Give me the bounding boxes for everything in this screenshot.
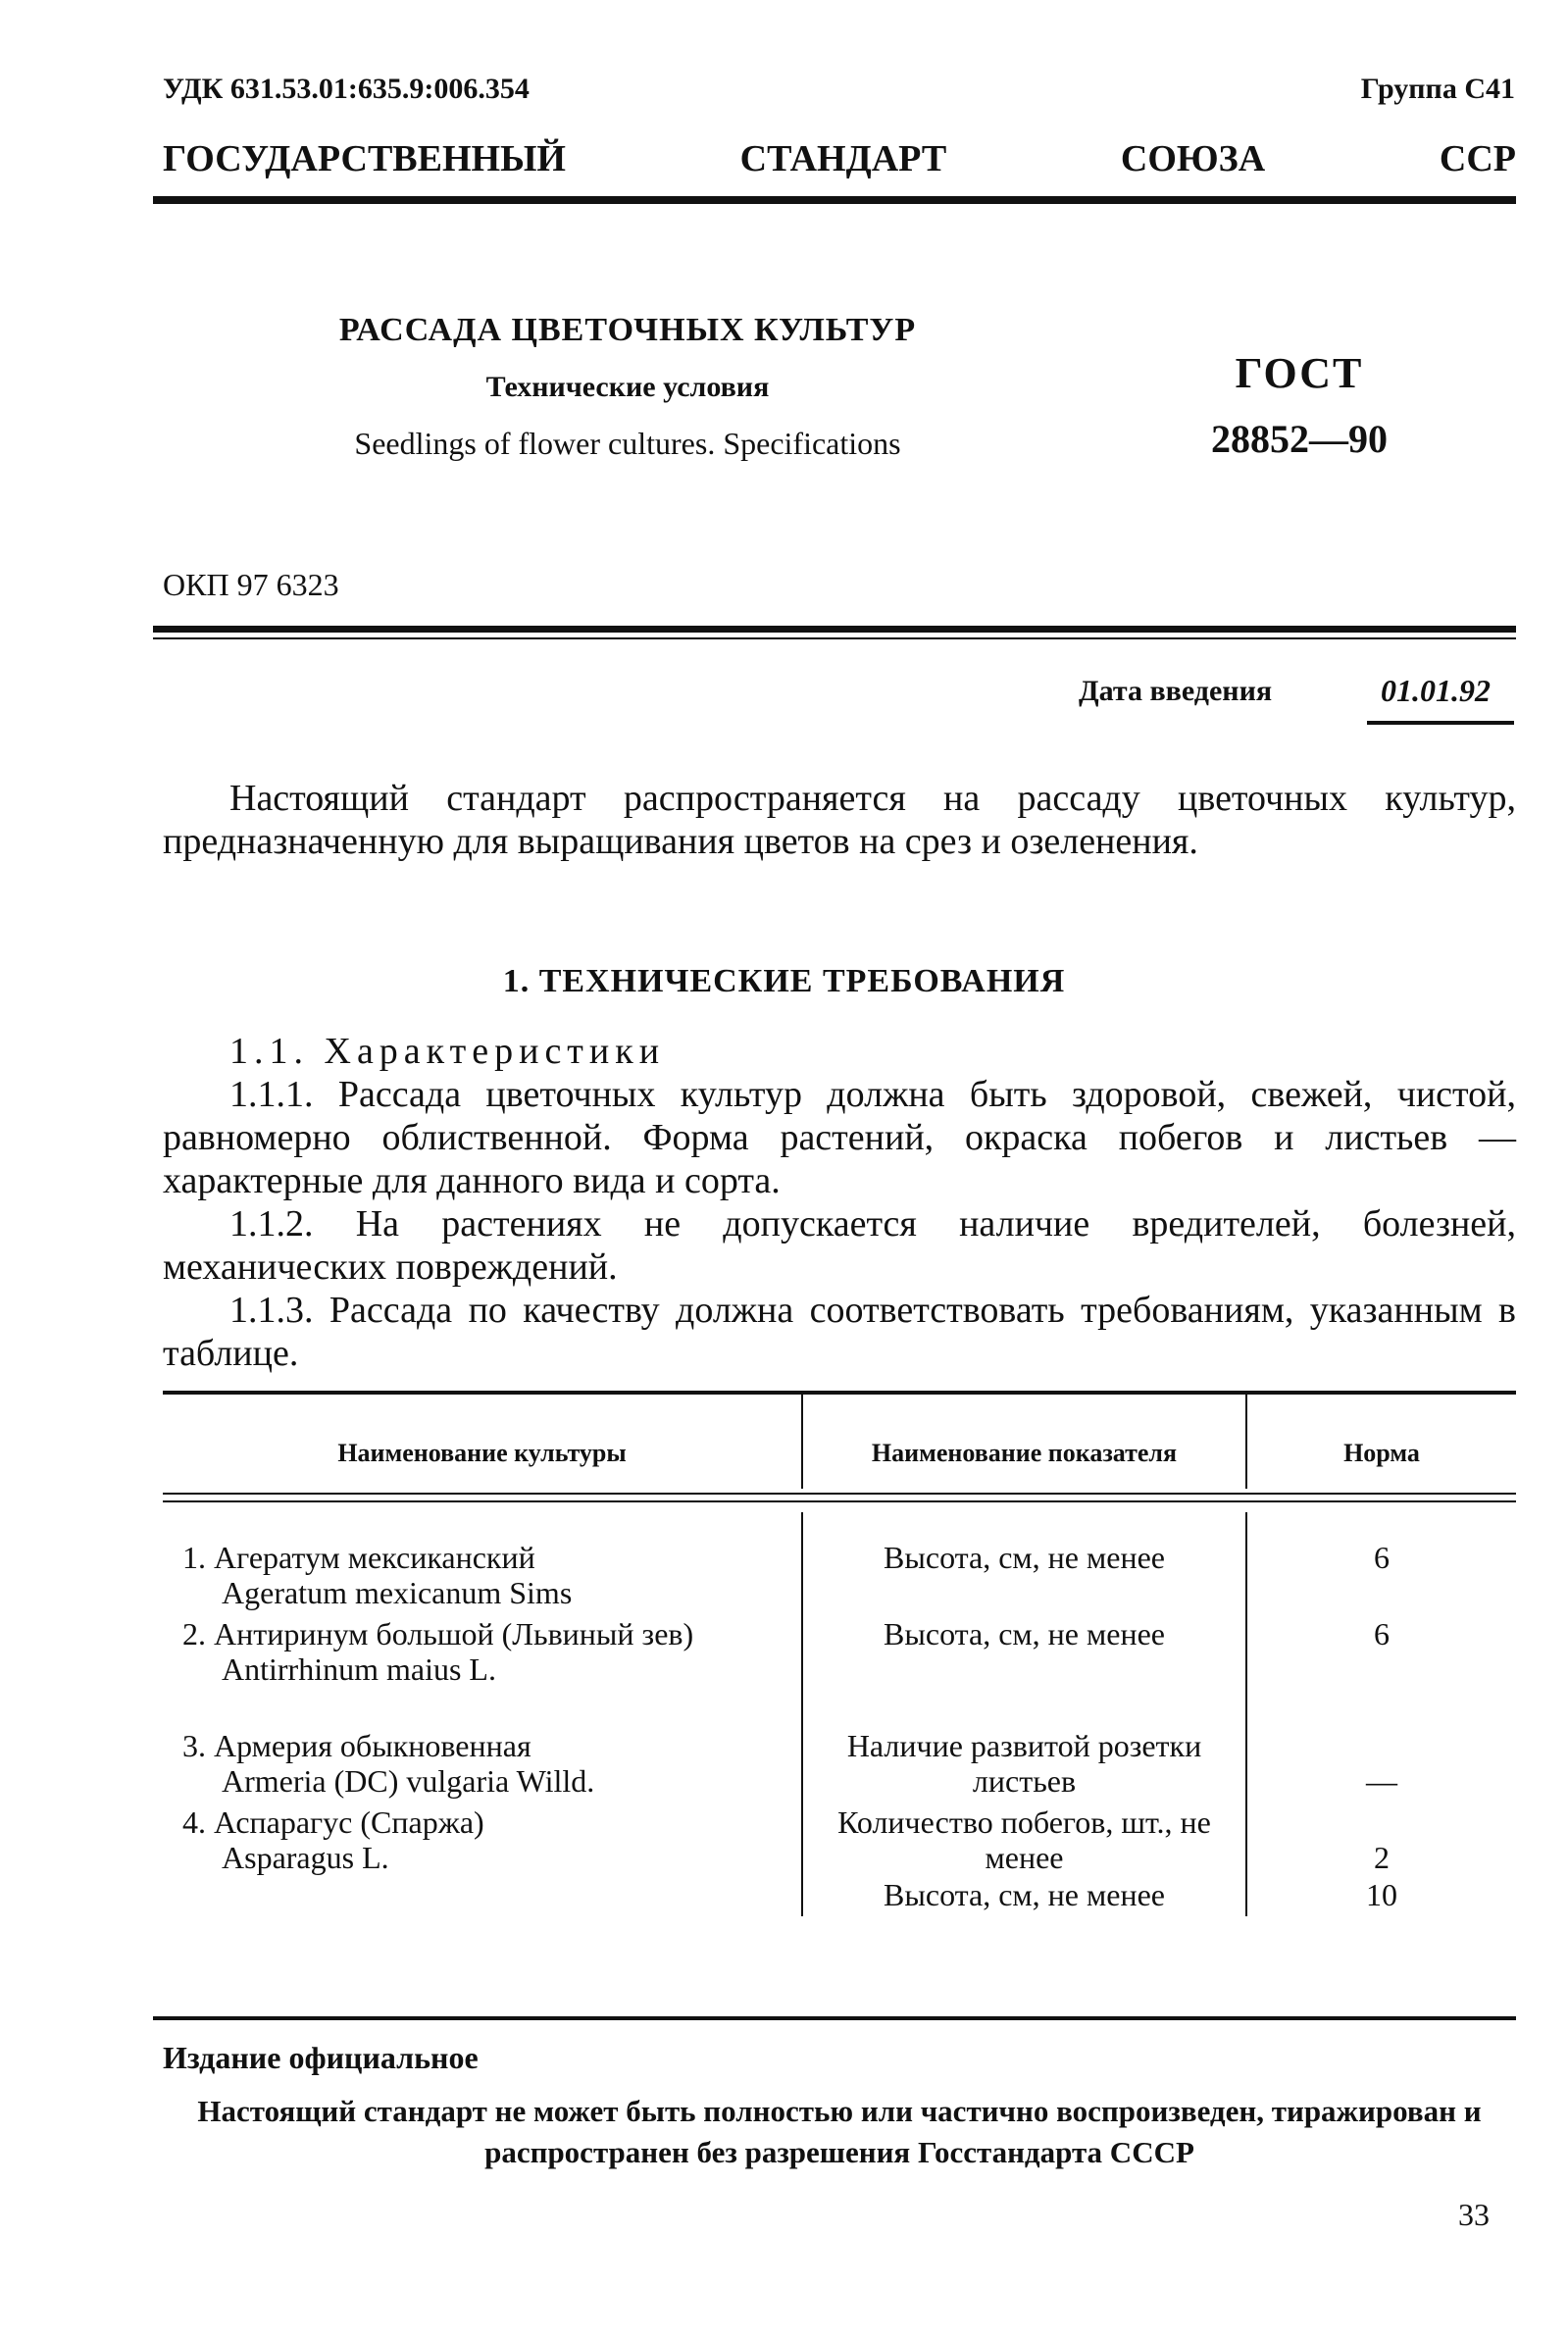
culture-latin: Antirrhinum maius L. xyxy=(222,1651,496,1687)
culture-latin: Armeria (DC) vulgaria Willd. xyxy=(222,1763,595,1799)
title-block xyxy=(294,312,961,463)
copyright-notice: Настоящий стандарт не может быть полностью или частично воспроизведен, тиражирован и распространен без разрешения Госстандарта СССР xyxy=(197,2094,1482,2169)
table-row xyxy=(182,1616,784,1687)
indicator: Высота, см, не менее xyxy=(884,1540,1165,1575)
intro-paragraph: Настоящий стандарт распространяется на рассаду цветочных культур, предназначенную для выращивания цветов на срез и озеленения. xyxy=(163,778,1516,862)
standard-banner: ГОСУДАРСТВЕННЫЙ СТАНДАРТ СОЮЗА ССР xyxy=(163,138,1516,179)
clause-1-1-1: 1.1.1. Рассада цветочных культур должна быть здоровой, свежей, чистой, равномерно облиственной. Форма растений, окраска побегов и листьев — характерные для данного вида и сорта. xyxy=(163,1074,1516,1201)
english-title: Seedlings of flower cultures. Specifications xyxy=(354,426,901,461)
subsection-heading: 1.1. Характеристики xyxy=(229,1031,666,1072)
section-heading: 1. ТЕХНИЧЕСКИЕ ТРЕБОВАНИЯ xyxy=(502,963,1066,999)
indicator: Количество побегов, шт., не менее xyxy=(837,1804,1211,1875)
gost-number: 28852—90 xyxy=(1211,417,1388,461)
norm-value: — xyxy=(1366,1763,1397,1799)
okp-code: ОКП 97 6323 xyxy=(163,567,339,602)
norm-value: 10 xyxy=(1366,1877,1397,1912)
table-top-rule xyxy=(163,1391,1516,1395)
udk-code: УДК 631.53.01:635.9:006.354 xyxy=(163,73,530,105)
table-row xyxy=(182,1540,572,1610)
group-code: Группа С41 xyxy=(1360,73,1515,105)
introduction-date: 01.01.92 xyxy=(1381,673,1491,708)
culture-latin: Asparagus L. xyxy=(222,1840,389,1875)
clause-1-1-2: 1.1.2. На растениях не допускается наличие вредителей, болезней, механических повреждений. xyxy=(163,1203,1516,1288)
edition-label: Издание официальное xyxy=(163,2040,479,2075)
date-underline xyxy=(1367,721,1514,725)
norm-value: 6 xyxy=(1374,1616,1390,1651)
indicator: Высота, см, не менее xyxy=(884,1877,1165,1912)
norm-value: 2 xyxy=(1374,1840,1390,1875)
page-number: 33 xyxy=(1458,2197,1490,2232)
table-header-norm: Норма xyxy=(1343,1439,1420,1467)
footer-rule xyxy=(153,2016,1516,2020)
title-rule-thin xyxy=(153,637,1516,639)
culture-name: 4. Аспарагус (Спаржа) xyxy=(182,1804,484,1840)
norm-value: 6 xyxy=(1374,1540,1390,1575)
table-row xyxy=(182,1804,484,1875)
culture-name: 3. Армерия обыкновенная xyxy=(182,1728,531,1763)
table-row xyxy=(182,1728,594,1799)
table-header-rule xyxy=(163,1493,1516,1495)
culture-latin: Ageratum mexicanum Sims xyxy=(222,1575,573,1610)
document-subtitle: Технические условия xyxy=(485,371,770,403)
introduction-date-label: Дата введения xyxy=(1079,675,1273,707)
table-header-rule xyxy=(163,1500,1516,1502)
clause-1-1-3: 1.1.3. Рассада по качеству должна соответствовать требованиям, указанным в таблице. xyxy=(163,1290,1516,1374)
gost-block xyxy=(1157,348,1442,462)
indicator: Высота, см, не менее xyxy=(884,1616,1165,1651)
table-header-indicator: Наименование показателя xyxy=(871,1439,1178,1467)
header-rule xyxy=(153,196,1516,204)
document-title: РАССАДА ЦВЕТОЧНЫХ КУЛЬТУР xyxy=(338,312,917,348)
title-rule xyxy=(153,626,1516,633)
table-header-culture: Наименование культуры xyxy=(337,1439,627,1467)
culture-name: 1. Агератум мексиканский xyxy=(182,1540,535,1575)
gost-label: ГОСТ xyxy=(1235,349,1364,397)
culture-name: 2. Антиринум большой (Львиный зев) xyxy=(182,1616,694,1651)
indicator: Наличие развитой розетки листьев xyxy=(846,1728,1202,1799)
section-body xyxy=(163,1030,1516,1375)
